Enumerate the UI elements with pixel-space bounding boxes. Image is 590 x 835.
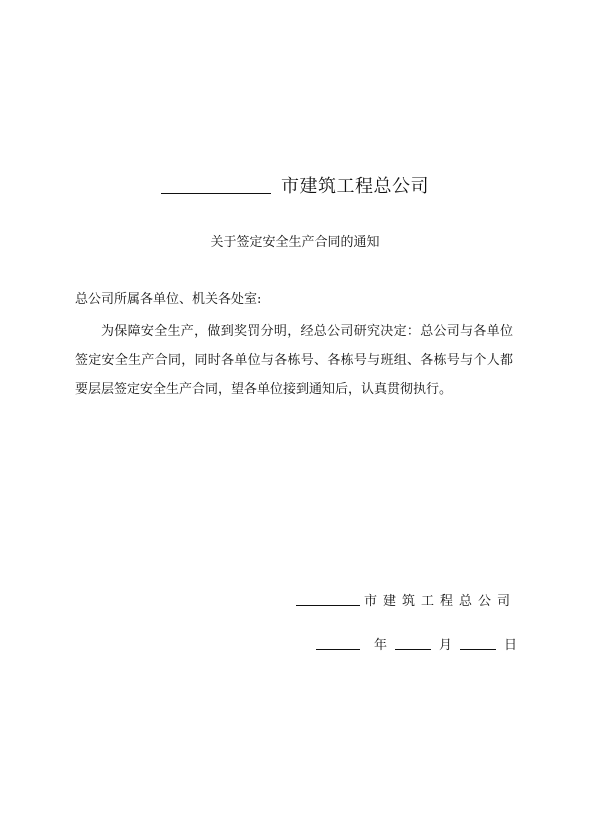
signature-name: 市建筑工程总公司: [364, 594, 517, 609]
notice-body: 为保障安全生产，做到奖罚分明，经总公司研究决定：总公司与各单位签定安全生产合同，同时各单位与各栋号、各栋号与班组、各栋号与个人都要层层签定安全生产合同，望各单位接到通知后，认真贯彻执行。: [75, 324, 513, 397]
title-text: 市建筑工程总公司: [281, 176, 429, 197]
month-label: 月: [439, 638, 453, 653]
notice-subtitle: 关于签定安全生产合同的通知: [210, 235, 380, 250]
year-label: 年: [374, 638, 388, 653]
date-line: [316, 634, 521, 653]
salutation: 总公司所属各单位、机关各处室:: [75, 292, 262, 307]
document-title: [0, 172, 590, 198]
signature-city-blank: [296, 605, 360, 606]
year-blank: [316, 649, 360, 650]
month-blank: [395, 649, 431, 650]
signature-line: [296, 590, 516, 609]
day-blank: [460, 649, 496, 650]
city-name-blank: [161, 193, 271, 194]
day-label: 日: [504, 638, 518, 653]
